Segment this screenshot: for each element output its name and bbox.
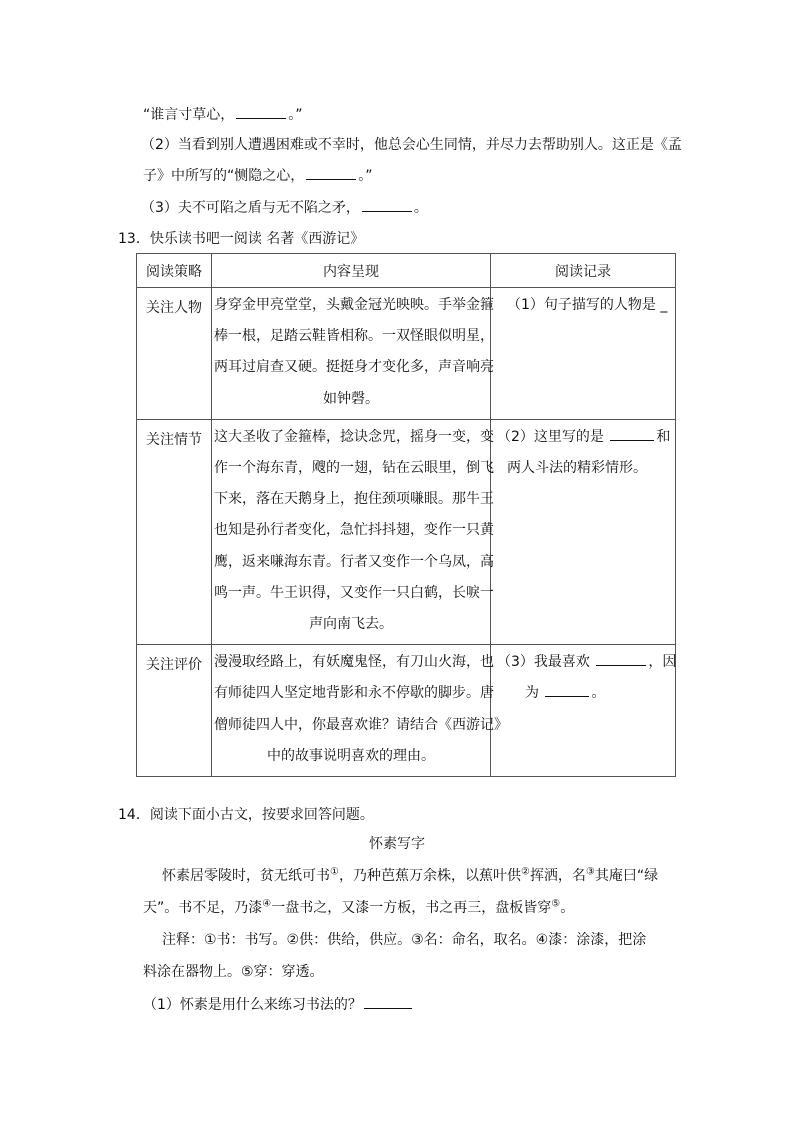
record-line: （1）句子描写的人物是 _: [507, 297, 668, 313]
record-cell[interactable]: [491, 645, 676, 777]
q12-line-2-text: （2）当看到别人遭遇困难或不幸时，他总会心生同情，并尽力去帮助别人。这正是《孟: [141, 137, 682, 153]
table-row: [137, 645, 676, 777]
q12-line-3: [143, 165, 373, 186]
header-strategy: 阅读策略: [137, 254, 212, 288]
answer-blank[interactable]: [364, 994, 412, 1009]
record-text: （2）这里写的是: [497, 428, 604, 445]
q12-line-4: [141, 197, 428, 218]
passage-text: 挥洒，名: [529, 868, 586, 884]
passage-text: 一盘书之，又漆一方板，书之再三，盘板皆穿: [271, 900, 552, 916]
answer-blank[interactable]: [596, 651, 646, 666]
record-line: [493, 678, 673, 709]
content-line: 僧师徒四人中，你最喜欢谁？请结合《西游记》: [214, 716, 508, 733]
table-header-row: [137, 254, 676, 288]
footnote-marker: ①: [330, 866, 339, 878]
reading-table: [136, 253, 676, 777]
content-cell: [212, 288, 494, 420]
notes-line-1: 注释：①书：书写。②供：供给，供应。③名：命名，取名。④漆：涂漆，把涂: [162, 932, 647, 948]
record-line: [493, 647, 677, 678]
record-text: 。: [591, 685, 606, 702]
record-text: ，因: [648, 654, 677, 671]
answer-blank[interactable]: [610, 426, 654, 441]
content-line: 如钟磬。: [323, 390, 379, 407]
record-cell[interactable]: [491, 419, 676, 644]
content-line: 棒一根，足踏云鞋皆相称。一双怪眼似明星，: [214, 328, 494, 345]
table-row: [137, 419, 676, 644]
q12-line-2: [141, 135, 682, 155]
footnote-marker: ②: [520, 866, 530, 878]
q13-title: 13．快乐读书吧一阅读 名著《西游记》: [118, 231, 365, 247]
answer-blank[interactable]: [362, 197, 412, 212]
answer-blank[interactable]: [306, 165, 356, 180]
content-line: 这大圣收了金箍棒，捻诀念咒，摇身一变，变: [214, 428, 494, 445]
passage-heading: 怀素写字: [369, 836, 425, 852]
header-record: 阅读记录: [491, 254, 676, 288]
notes-line-2: 料涂在器物上。⑤穿：穿透。: [143, 964, 324, 980]
q12-line-1-end: 。”: [288, 107, 303, 123]
content-line: 也知是孙行者变化，急忙抖抖翅，变作一只黄: [214, 522, 494, 539]
content-line: 两耳过肩查又硬。挺挺身才变化多，声音响亮: [214, 359, 494, 376]
q12-line-1: [143, 104, 303, 125]
strategy-cell: 关注情节: [137, 419, 212, 644]
content-line: 下来，落在天鹅身上，抱住颈项嗛眼。那牛王: [214, 491, 494, 508]
footnote-marker: ③: [585, 866, 595, 878]
content-line: 作一个海东青，飕的一翅，钻在云眼里，倒飞: [214, 460, 494, 477]
record-cell[interactable]: [491, 288, 676, 420]
passage-text: 天”。书不足，乃漆: [143, 900, 263, 916]
question-text: （1）怀素是用什么来练习书法的？: [143, 997, 362, 1013]
header-content: 内容呈现: [212, 254, 491, 288]
q12-line-4-end: 。: [413, 200, 428, 216]
record-line: [493, 422, 673, 453]
content-line: 身穿金甲亮堂堂，头戴金冠光映映。手举金箍: [214, 297, 494, 313]
content-line: 鸣一声。牛王识得，又变作一只白鹤，长唳一: [214, 584, 494, 601]
record-text: 为: [525, 685, 539, 702]
content-cell: [212, 645, 508, 777]
record-text: 和: [656, 428, 671, 445]
table-row: [137, 288, 676, 420]
q12-line-1-text: “谁言寸草心，: [143, 107, 235, 123]
passage-line-1: [162, 866, 658, 886]
content-line: 漫漫取经路上，有妖魔鬼怪，有刀山火海，也: [214, 654, 494, 671]
strategy-cell: 关注评价: [137, 645, 212, 777]
content-cell: [212, 419, 494, 644]
strategy-cell: 关注人物: [137, 288, 212, 420]
passage-line-2: [143, 898, 574, 918]
record-line: 两人斗法的精彩情形。: [507, 460, 647, 477]
q14-question-1: [143, 994, 414, 1015]
passage-text: 怀素居零陵时，贫无纸可书: [162, 868, 330, 884]
passage-text: ，乃种芭蕉万余株，以蕉叶供: [338, 868, 521, 884]
record-text: （3）我最喜欢: [497, 654, 590, 671]
footnote-marker: ⑤: [551, 898, 561, 910]
content-line: 鹰，返来嗛海东青。行者又变作一个乌凤，高: [214, 553, 494, 570]
q12-line-3-text: 子》中所写的“恻隐之心，: [143, 168, 305, 184]
answer-blank[interactable]: [236, 104, 286, 119]
content-line: 有师徒四人坚定地背影和永不停歇的脚步。唐: [214, 685, 494, 702]
content-line: 声向南飞去。: [309, 616, 393, 633]
q14-title: 14．阅读下面小古文，按要求回答问题。: [118, 807, 374, 823]
passage-text: 。: [560, 900, 575, 916]
q12-line-3-end: 。”: [358, 168, 373, 184]
answer-blank[interactable]: [545, 682, 589, 697]
q12-line-4-text: （3）夫不可陷之盾与无不陷之矛，: [141, 200, 360, 216]
footnote-marker: ④: [262, 898, 272, 910]
passage-text: 其庵曰“绿: [594, 868, 659, 884]
content-line: 中的故事说明喜欢的理由。: [267, 747, 435, 764]
